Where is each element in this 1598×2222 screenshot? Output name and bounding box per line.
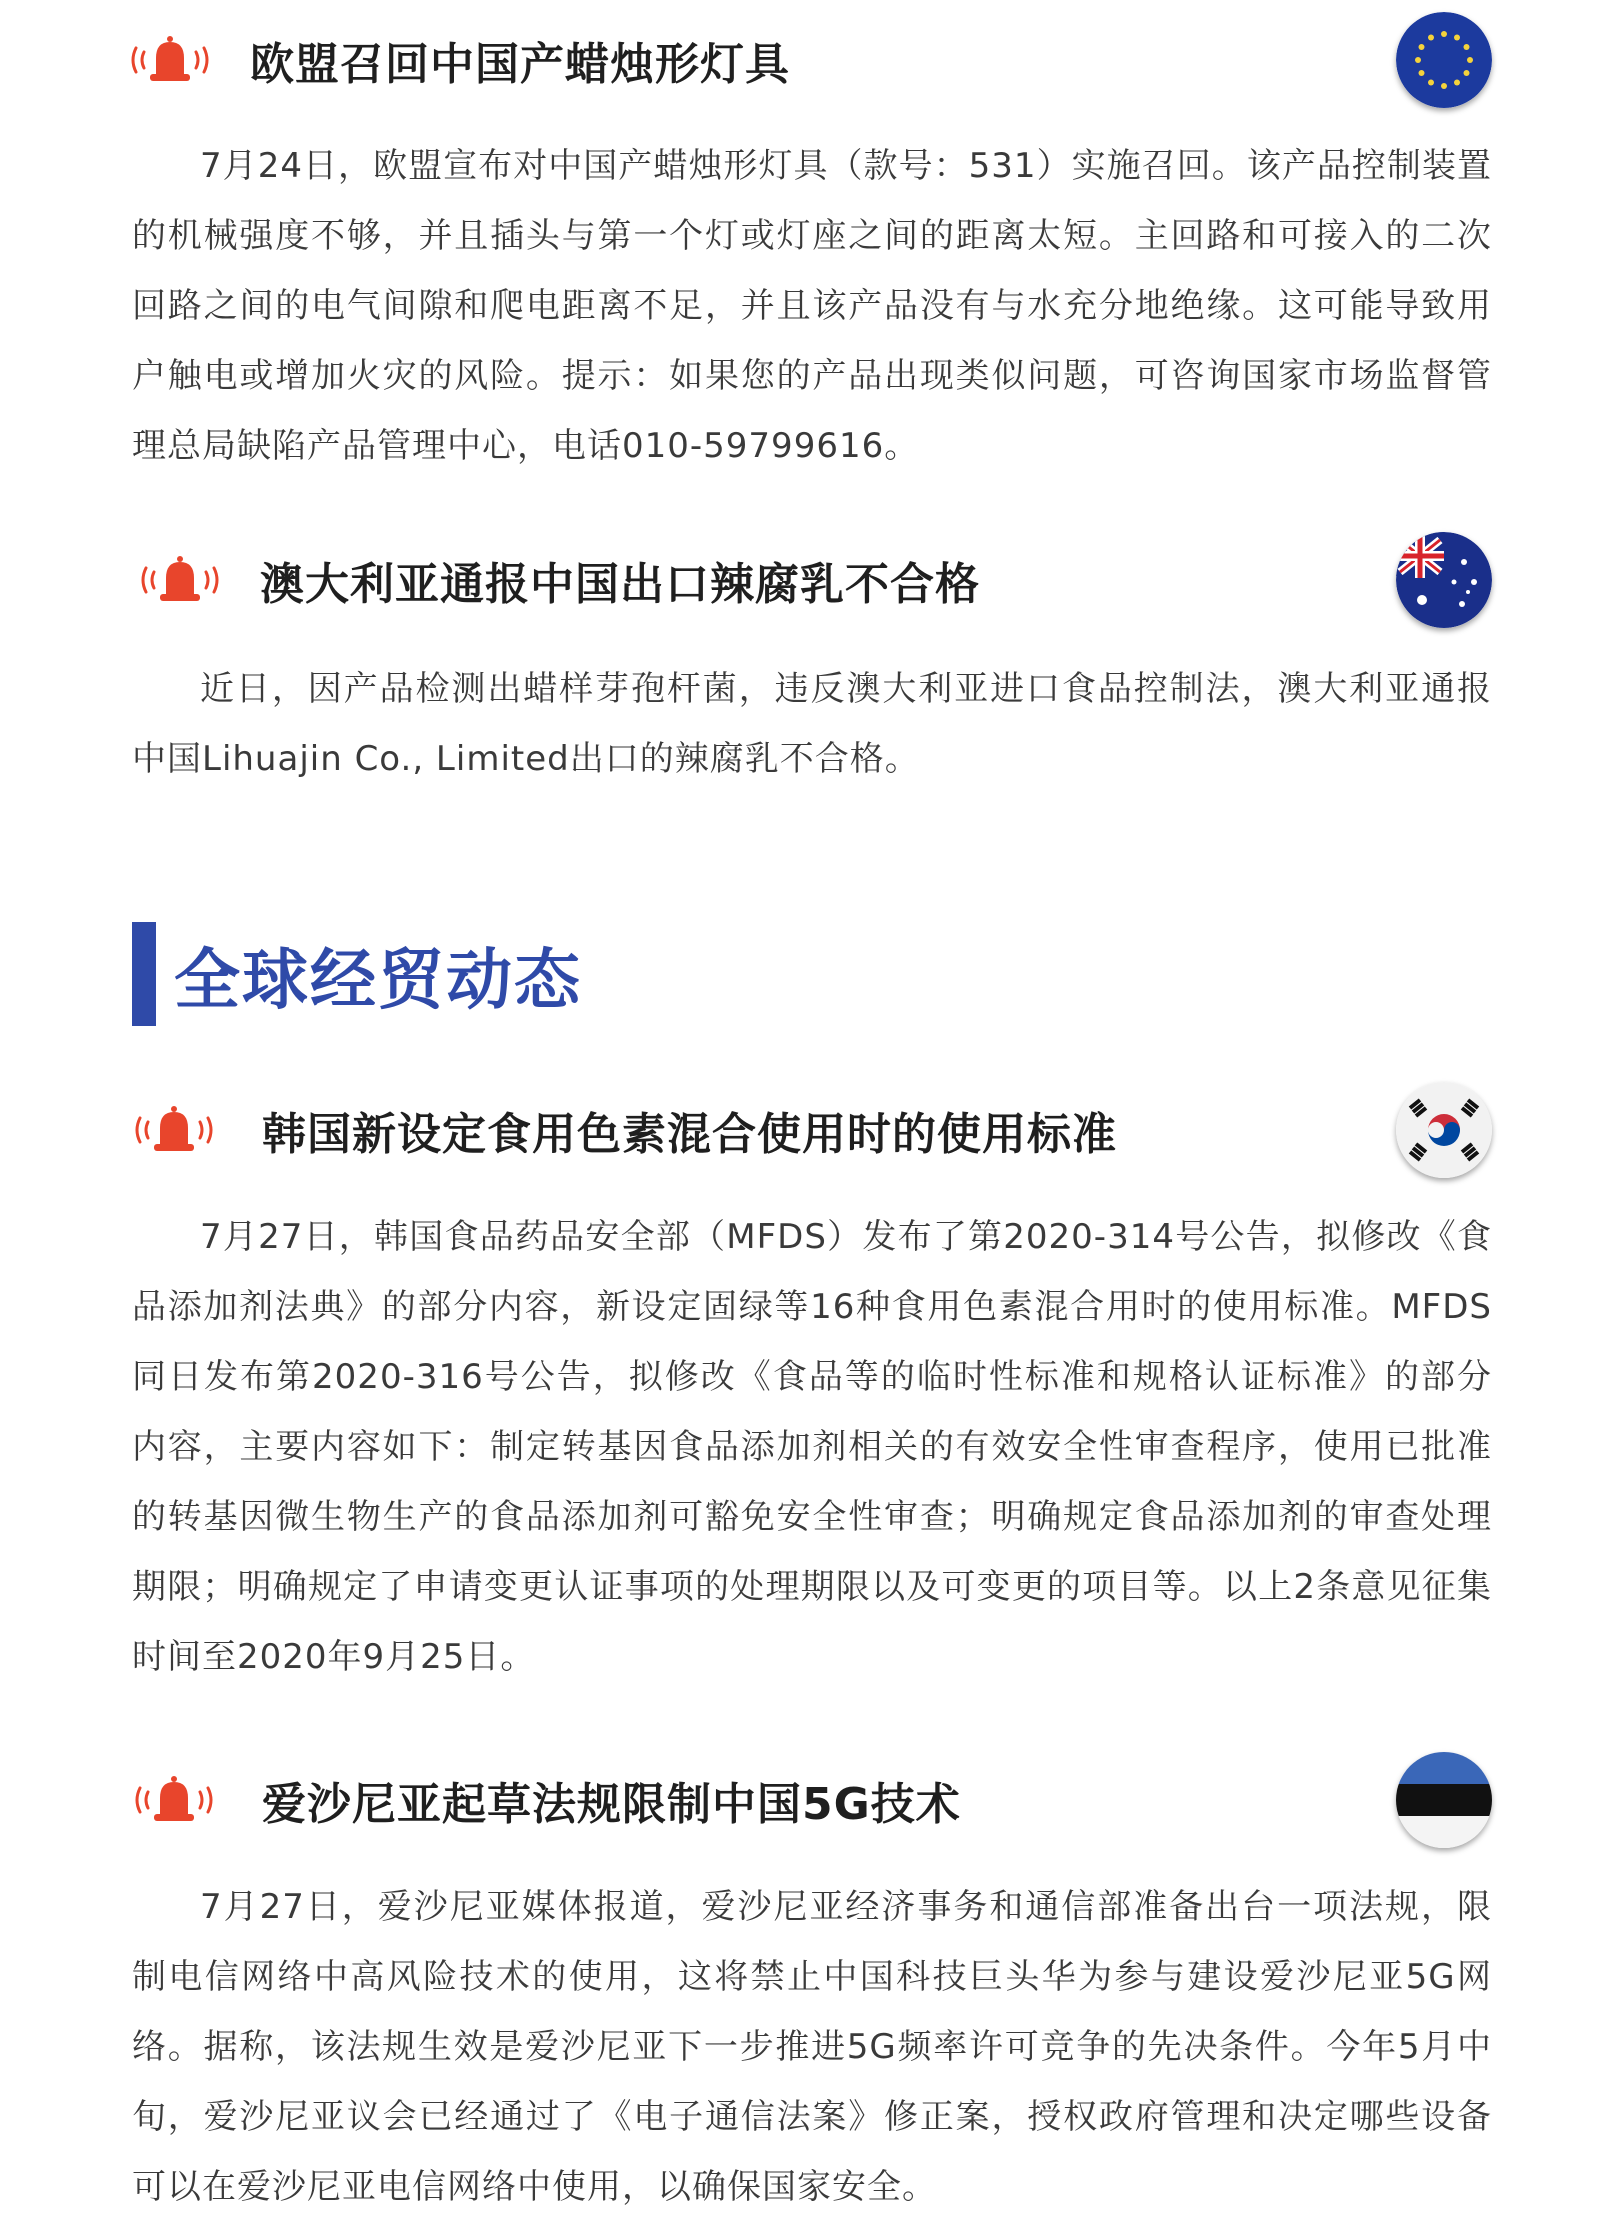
news-title: 澳大利亚通报中国出口辣腐乳不合格 bbox=[260, 559, 980, 610]
news-body: 7月24日，欧盟宣布对中国产蜡烛形灯具（款号：531）实施召回。该产品控制装置的机械强度不够，并且插头与第一个灯或灯座之间的距离太短。主回路和可接入的二次回路之间的电气间隙和爬电距离不足，并且该产品没有与水充分地绝缘。这可能导致用户触电或增加火灾的风险。提示：如果您的产品出现类似问题，可咨询国家市场监督管理总局缺陷产品管理中心，电话010-59799616。 bbox=[132, 146, 1492, 466]
section-title: 全球经贸动态 bbox=[174, 941, 582, 1019]
estonia-flag-icon bbox=[1396, 1752, 1492, 1848]
news-title: 爱沙尼亚起草法规限制中国5G技术 bbox=[262, 1779, 961, 1830]
news-body: 近日，因产品检测出蜡样芽孢杆菌，违反澳大利亚进口食品控制法，澳大利亚通报中国Lihuajin Co., Limited出口的辣腐乳不合格。 bbox=[132, 669, 1492, 779]
news-body: 7月27日，爱沙尼亚媒体报道，爱沙尼亚经济事务和通信部准备出台一项法规，限制电信网络中高风险技术的使用，这将禁止中国科技巨头华为参与建设爱沙尼亚5G网络。据称，该法规生效是爱沙尼亚下一步推进5G频率许可竞争的先决条件。今年5月中旬，爱沙尼亚议会已经通过了《电子通信法案》修正案，授权政府管理和决定哪些设备可以在爱沙尼亚电信网络中使用，以确保国家安全。 bbox=[132, 1887, 1492, 2207]
alarm-bell-icon bbox=[132, 550, 228, 610]
news-title: 欧盟召回中国产蜡烛形灯具 bbox=[250, 39, 790, 90]
australia-flag-icon bbox=[1396, 532, 1492, 628]
news-body: 7月27日，韩国食品药品安全部（MFDS）发布了第2020-314号公告，拟修改《食品添加剂法典》的部分内容，新设定固绿等16种食用色素混合用时的使用标准。MFDS同日发布第2020-316号公告，拟修改《食品等的临时性标准和规格认证标准》的部分内容，主要内容如下：制定转基因食品添加剂相关的有效安全性审查程序，使用已批准的转基因微生物生产的食品添加剂可豁免安全性审查；明确规定食品添加剂的审查处理期限；明确规定了申请变更认证事项的处理期限以及可变更的项目等。以上2条意见征集时间至2020年9月25日。 bbox=[132, 1217, 1492, 1677]
news-header-estonia bbox=[122, 1750, 1492, 1850]
news-header-australia bbox=[122, 530, 1492, 630]
korea-flag-icon bbox=[1396, 1082, 1492, 1178]
alarm-bell-icon bbox=[126, 1770, 222, 1830]
news-header-korea bbox=[122, 1080, 1492, 1180]
alarm-bell-icon bbox=[122, 30, 218, 90]
news-header-eu-recall bbox=[122, 10, 1492, 110]
section-header bbox=[132, 922, 832, 1026]
alarm-bell-icon bbox=[126, 1100, 222, 1160]
eu-flag-icon bbox=[1396, 12, 1492, 108]
news-title: 韩国新设定食用色素混合使用时的使用标准 bbox=[262, 1109, 1117, 1160]
section-bar bbox=[132, 922, 156, 1026]
